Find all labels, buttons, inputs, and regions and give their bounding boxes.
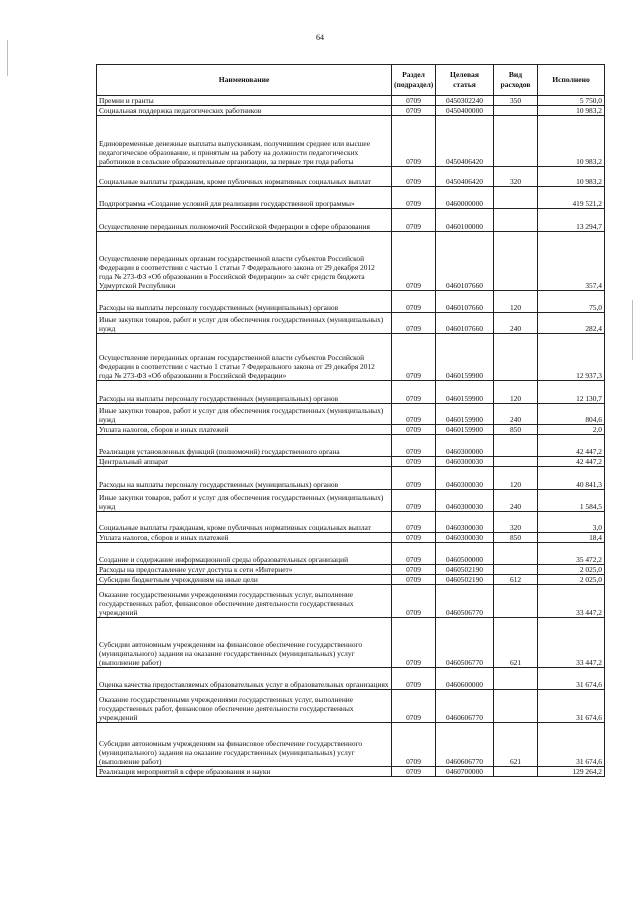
cell-name: Иные закупки товаров, работ и услуг для обеспечения государственных (муниципальных) нужд bbox=[97, 404, 392, 425]
cell-kind bbox=[494, 116, 538, 167]
cell-section: 0709 bbox=[392, 565, 436, 575]
cell-amount: 3,0 bbox=[538, 512, 605, 533]
cell-amount: 357,4 bbox=[538, 232, 605, 291]
cell-kind bbox=[494, 565, 538, 575]
cell-section: 0709 bbox=[392, 690, 436, 723]
cell-kind: 320 bbox=[494, 512, 538, 533]
cell-section: 0709 bbox=[392, 467, 436, 490]
table-row bbox=[97, 381, 605, 404]
cell-name: Расходы на выплаты персоналу государственных (муниципальных) органов bbox=[97, 467, 392, 490]
cell-amount: 31 674,6 bbox=[538, 690, 605, 723]
cell-section: 0709 bbox=[392, 512, 436, 533]
cell-name: Оказание государственными учреждениями государственных услуг, выполнение государственных работ, финансовое обеспечение деятельности государственных учреждений bbox=[97, 690, 392, 723]
cell-name: Социальные выплаты гражданам, кроме публичных нормативных социальных выплат bbox=[97, 512, 392, 533]
cell-section: 0709 bbox=[392, 435, 436, 457]
cell-target: 0460300030 bbox=[436, 533, 494, 543]
cell-name: Социальные выплаты гражданам, кроме публичных нормативных социальных выплат bbox=[97, 167, 392, 187]
cell-kind: 850 bbox=[494, 533, 538, 543]
cell-target: 0450400000 bbox=[436, 106, 494, 116]
cell-section: 0709 bbox=[392, 543, 436, 565]
cell-name: Премии и гранты bbox=[97, 96, 392, 106]
cell-name: Субсидии автономным учреждениям на финансовое обеспечение государственного (муниципального) задания на оказание государственных (муниципальных) услуг (выполнение работ) bbox=[97, 618, 392, 668]
table-row bbox=[97, 291, 605, 313]
cell-section: 0709 bbox=[392, 381, 436, 404]
table-row bbox=[97, 490, 605, 512]
cell-kind: 850 bbox=[494, 425, 538, 435]
cell-section: 0709 bbox=[392, 404, 436, 425]
header-target: Целевая статья bbox=[436, 65, 494, 96]
cell-name: Иные закупки товаров, работ и услуг для обеспечения государственных (муниципальных) нужд bbox=[97, 313, 392, 334]
cell-target: 0460506770 bbox=[436, 618, 494, 668]
cell-section: 0709 bbox=[392, 668, 436, 690]
cell-target: 0460107660 bbox=[436, 232, 494, 291]
cell-kind bbox=[494, 690, 538, 723]
cell-name: Реализация установленных функций (полномочий) государственного органа bbox=[97, 435, 392, 457]
cell-amount: 33 447,2 bbox=[538, 618, 605, 668]
cell-name: Осуществление переданных органам государственной власти субъектов Российской Федерации в соответствии с частью 1 статьи 7 Федерального закона от 29 декабря 2012 года № 273-ФЗ «Об образовании в Российской Федерации» bbox=[97, 334, 392, 381]
cell-target: 0460159900 bbox=[436, 404, 494, 425]
cell-kind bbox=[494, 435, 538, 457]
cell-name: Социальная поддержка педагогических работников bbox=[97, 106, 392, 116]
cell-amount: 42 447,2 bbox=[538, 435, 605, 457]
table-row bbox=[97, 723, 605, 767]
cell-kind bbox=[494, 334, 538, 381]
cell-target: 0460506770 bbox=[436, 585, 494, 618]
cell-kind bbox=[494, 106, 538, 116]
cell-target: 0460500000 bbox=[436, 543, 494, 565]
cell-target: 0460600000 bbox=[436, 668, 494, 690]
cell-name: Расходы на выплаты персоналу государственных (муниципальных) органов bbox=[97, 291, 392, 313]
cell-target: 0460000000 bbox=[436, 187, 494, 209]
table-row bbox=[97, 668, 605, 690]
cell-target: 0460159900 bbox=[436, 381, 494, 404]
cell-target: 0460159900 bbox=[436, 425, 494, 435]
cell-section: 0709 bbox=[392, 106, 436, 116]
cell-kind: 621 bbox=[494, 618, 538, 668]
table-row bbox=[97, 116, 605, 167]
cell-amount: 10 983,2 bbox=[538, 167, 605, 187]
cell-section: 0709 bbox=[392, 533, 436, 543]
cell-amount: 75,0 bbox=[538, 291, 605, 313]
cell-amount: 40 841,3 bbox=[538, 467, 605, 490]
cell-kind: 120 bbox=[494, 467, 538, 490]
cell-kind: 120 bbox=[494, 291, 538, 313]
cell-target: 0460300030 bbox=[436, 457, 494, 467]
cell-kind: 621 bbox=[494, 723, 538, 767]
table-row bbox=[97, 96, 605, 106]
cell-target: 0460107660 bbox=[436, 313, 494, 334]
cell-section: 0709 bbox=[392, 209, 436, 232]
cell-name: Осуществление переданных органам государственной власти субъектов Российской Федерации в соответствии с частью 1 статьи 7 Федерального закона от 29 декабря 2012 года № 273-ФЗ «Об образовании в Российской Федерации» за счёт средств бюджета Удмуртской Республики bbox=[97, 232, 392, 291]
page-number: 64 bbox=[316, 33, 324, 42]
cell-target: 0450406420 bbox=[436, 116, 494, 167]
cell-amount: 129 264,2 bbox=[538, 767, 605, 777]
header-amount: Исполнено bbox=[538, 65, 605, 96]
cell-target: 0450302240 bbox=[436, 96, 494, 106]
cell-kind bbox=[494, 668, 538, 690]
table-row bbox=[97, 543, 605, 565]
cell-amount: 35 472,2 bbox=[538, 543, 605, 565]
table-row bbox=[97, 575, 605, 585]
cell-kind: 350 bbox=[494, 96, 538, 106]
cell-kind bbox=[494, 585, 538, 618]
table-row bbox=[97, 457, 605, 467]
budget-execution-table bbox=[96, 64, 605, 777]
cell-amount: 2 025,0 bbox=[538, 575, 605, 585]
cell-section: 0709 bbox=[392, 490, 436, 512]
header-name: Наименование bbox=[97, 65, 392, 96]
cell-amount: 18,4 bbox=[538, 533, 605, 543]
table-row bbox=[97, 467, 605, 490]
cell-name: Создание и содержание информационной среды образовательных организаций bbox=[97, 543, 392, 565]
cell-section: 0709 bbox=[392, 425, 436, 435]
cell-target: 0460107660 bbox=[436, 291, 494, 313]
cell-kind bbox=[494, 543, 538, 565]
cell-name: Субсидии автономным учреждениям на финансовое обеспечение государственного (муниципального) задания на оказание государственных (муниципальных) услуг (выполнение работ) bbox=[97, 723, 392, 767]
cell-section: 0709 bbox=[392, 585, 436, 618]
cell-kind: 240 bbox=[494, 313, 538, 334]
cell-name: Подпрограмма «Создание условий для реализации государственной программы» bbox=[97, 187, 392, 209]
cell-amount: 10 983,2 bbox=[538, 106, 605, 116]
cell-kind bbox=[494, 187, 538, 209]
cell-target: 0460300030 bbox=[436, 512, 494, 533]
table-header-row bbox=[97, 65, 605, 96]
cell-amount: 1 584,5 bbox=[538, 490, 605, 512]
cell-name: Центральный аппарат bbox=[97, 457, 392, 467]
cell-name: Осуществление переданных полномочий Российской Федерации в сфере образования bbox=[97, 209, 392, 232]
cell-section: 0709 bbox=[392, 96, 436, 106]
table-row bbox=[97, 435, 605, 457]
cell-target: 0460300000 bbox=[436, 435, 494, 457]
cell-section: 0709 bbox=[392, 575, 436, 585]
cell-kind: 240 bbox=[494, 404, 538, 425]
cell-name: Расходы на предоставление услуг доступа к сети «Интернет» bbox=[97, 565, 392, 575]
cell-amount: 804,6 bbox=[538, 404, 605, 425]
cell-section: 0709 bbox=[392, 313, 436, 334]
cell-amount: 13 294,7 bbox=[538, 209, 605, 232]
table-row bbox=[97, 187, 605, 209]
cell-amount: 33 447,2 bbox=[538, 585, 605, 618]
cell-name: Единовременные денежные выплаты выпускникам, получившим среднее или высшее педагогическое образование, и принятым на работу на должности педагогических работников в сельские образовательные организации, за первые три года работы bbox=[97, 116, 392, 167]
table-row bbox=[97, 232, 605, 291]
table-row bbox=[97, 167, 605, 187]
cell-section: 0709 bbox=[392, 116, 436, 167]
table-row bbox=[97, 313, 605, 334]
cell-name: Оценка качества предоставляемых образовательных услуг в образовательных организациях bbox=[97, 668, 392, 690]
cell-target: 0460502190 bbox=[436, 575, 494, 585]
table-row bbox=[97, 425, 605, 435]
cell-amount: 419 521,2 bbox=[538, 187, 605, 209]
cell-amount: 12 937,3 bbox=[538, 334, 605, 381]
cell-section: 0709 bbox=[392, 723, 436, 767]
cell-kind bbox=[494, 767, 538, 777]
cell-name: Реализация мероприятий в сфере образования и науки bbox=[97, 767, 392, 777]
scan-mark bbox=[7, 40, 8, 76]
cell-target: 0460700000 bbox=[436, 767, 494, 777]
cell-amount: 42 447,2 bbox=[538, 457, 605, 467]
scan-mark bbox=[632, 300, 633, 360]
cell-section: 0709 bbox=[392, 187, 436, 209]
cell-name: Субсидии бюджетным учреждениям на иные цели bbox=[97, 575, 392, 585]
cell-amount: 2 025,0 bbox=[538, 565, 605, 575]
cell-amount: 31 674,6 bbox=[538, 723, 605, 767]
cell-section: 0709 bbox=[392, 291, 436, 313]
cell-section: 0709 bbox=[392, 618, 436, 668]
cell-section: 0709 bbox=[392, 167, 436, 187]
table-row bbox=[97, 618, 605, 668]
table-row bbox=[97, 690, 605, 723]
cell-amount: 5 750,0 bbox=[538, 96, 605, 106]
table-row bbox=[97, 565, 605, 575]
table-row bbox=[97, 209, 605, 232]
cell-amount: 282,4 bbox=[538, 313, 605, 334]
cell-target: 0460606770 bbox=[436, 723, 494, 767]
header-kind: Вид расходов bbox=[494, 65, 538, 96]
cell-amount: 12 130,7 bbox=[538, 381, 605, 404]
cell-target: 0460502190 bbox=[436, 565, 494, 575]
cell-amount: 31 674,6 bbox=[538, 668, 605, 690]
cell-kind bbox=[494, 209, 538, 232]
table-row bbox=[97, 334, 605, 381]
table-row bbox=[97, 512, 605, 533]
cell-kind: 120 bbox=[494, 381, 538, 404]
table-row bbox=[97, 404, 605, 425]
cell-name: Расходы на выплаты персоналу государственных (муниципальных) органов bbox=[97, 381, 392, 404]
cell-section: 0709 bbox=[392, 232, 436, 291]
cell-name: Оказание государственными учреждениями государственных услуг, выполнение государственных работ, финансовое обеспечение деятельности государственных учреждений bbox=[97, 585, 392, 618]
cell-name: Иные закупки товаров, работ и услуг для обеспечения государственных (муниципальных) нужд bbox=[97, 490, 392, 512]
cell-name: Уплата налогов, сборов и иных платежей bbox=[97, 425, 392, 435]
table-row bbox=[97, 106, 605, 116]
cell-kind: 320 bbox=[494, 167, 538, 187]
table-body bbox=[97, 96, 605, 777]
cell-target: 0460300030 bbox=[436, 467, 494, 490]
cell-section: 0709 bbox=[392, 457, 436, 467]
cell-kind bbox=[494, 232, 538, 291]
table-row bbox=[97, 585, 605, 618]
cell-target: 0460606770 bbox=[436, 690, 494, 723]
cell-section: 0709 bbox=[392, 334, 436, 381]
cell-amount: 2,0 bbox=[538, 425, 605, 435]
table-row bbox=[97, 767, 605, 777]
cell-target: 0460159900 bbox=[436, 334, 494, 381]
cell-target: 0450406420 bbox=[436, 167, 494, 187]
table-row bbox=[97, 533, 605, 543]
cell-target: 0460300030 bbox=[436, 490, 494, 512]
cell-amount: 10 983,2 bbox=[538, 116, 605, 167]
cell-section: 0709 bbox=[392, 767, 436, 777]
cell-kind: 240 bbox=[494, 490, 538, 512]
cell-kind: 612 bbox=[494, 575, 538, 585]
cell-kind bbox=[494, 457, 538, 467]
header-section: Раздел (подраздел) bbox=[392, 65, 436, 96]
cell-name: Уплата налогов, сборов и иных платежей bbox=[97, 533, 392, 543]
cell-target: 0460100000 bbox=[436, 209, 494, 232]
